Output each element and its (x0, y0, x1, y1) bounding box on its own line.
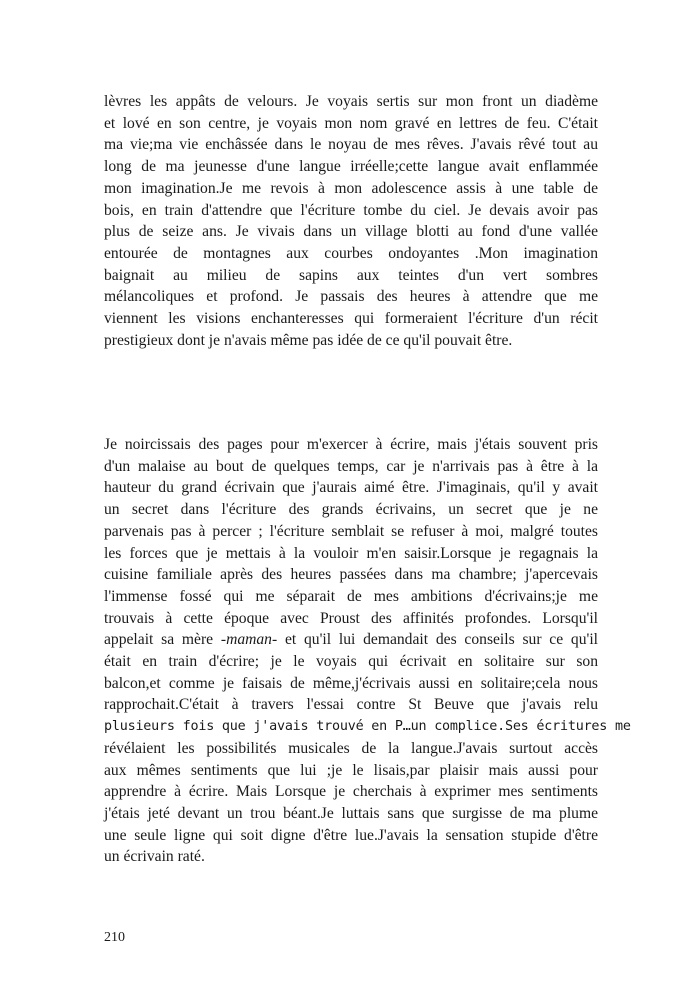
text-line: cuisine familiale après des heures passées dans ma chambre; j'apercevais (104, 566, 598, 584)
text-line: révélaient les possibilités musicales de la langue.J'avais surtout accès (104, 739, 598, 757)
text-line: mon imagination.Je me revois à mon adolescence assis à une table de (104, 179, 598, 197)
text-line: prestigieux dont je n'avais même pas idée de ce qu'il pouvait être. (104, 331, 513, 349)
text-line: long de ma jeunesse d'une langue irréelle;cette langue avait enflammée (104, 158, 598, 176)
text-line-with-italic (104, 629, 598, 651)
italic-word-maman: -maman- (220, 631, 278, 649)
text-line: mélancoliques et profond. Je passais des heures à attendre que me (104, 288, 598, 306)
text-line: d'un malaise au bout de quelques temps, car je n'arrivais pas à être à la (104, 457, 598, 475)
text-line: viennent les visions enchanteresses qui formeraient l'écriture d'un récit (104, 310, 598, 328)
text-line: Je noircissais des pages pour m'exercer à écrire, mais j'étais souvent pris (104, 436, 598, 453)
text-line-monospace: plusieurs fois que j'avais trouvé en P…un complice.Ses écritures me (104, 719, 631, 735)
text-line: ma vie;ma vie enchâssée dans le noyau de mes rêves. J'avais rêvé tout au (104, 136, 598, 154)
text-line: aux mêmes sentiments que lui ;je le lisais,par plaisir mais aussi pour (104, 761, 598, 779)
text-segment: appelait sa mère (104, 631, 221, 649)
paragraph-1 (104, 91, 598, 351)
page-number: 210 (104, 930, 125, 945)
paragraph-2 (104, 434, 631, 868)
text-line: un écrivain raté. (104, 848, 205, 866)
text-line: lèvres les appâts de velours. Je voyais sertis sur mon front un diadème (104, 93, 598, 110)
text-line: parvenais pas à percer ; l'écriture semblait se refuser à moi, malgré toutes (104, 522, 598, 540)
text-line: une seule ligne qui soit digne d'être lue.J'avais la sensation stupide d'être (104, 826, 598, 844)
text-line: l'immense fossé qui me séparait de mes ambitions d'écrivains;je me (104, 587, 598, 605)
text-line: entourée de montagnes aux courbes ondoyantes .Mon imagination (104, 244, 598, 262)
text-line: bois, en train d'attendre que l'écriture tombe du ciel. Je devais avoir pas (104, 201, 598, 219)
text-line: un secret dans l'écriture des grands écrivains, un secret que je ne (104, 501, 598, 519)
text-line: et lové en son centre, je voyais mon nom gravé en lettres de feu. C'était (104, 114, 598, 132)
text-line: balcon,et comme je faisais de même,j'écrivais aussi en solitaire;cela nous (104, 674, 598, 692)
text-line: plus de seize ans. Je vivais dans un village blotti au fond d'une vallée (104, 223, 598, 241)
text-line: apprendre à écrire. Mais Lorsque je cherchais à exprimer mes sentiments (104, 783, 598, 801)
text-segment: et qu'il lui demandait des conseils sur ce qu'il (277, 631, 598, 649)
text-line: j'étais jeté devant un trou béant.Je luttais sans que surgisse de ma plume (104, 804, 598, 822)
text-line: trouvais à cette époque avec Proust des affinités profondes. Lorsqu'il (104, 609, 598, 627)
text-line: hauteur du grand écrivain que j'aurais aimé être. J'imaginais, qu'il y avait (104, 479, 598, 497)
text-line: rapprochait.C'était à travers l'essai contre St Beuve que j'avais relu (104, 696, 598, 714)
text-line: était en train d'écrire; je le voyais qui écrivait en solitaire sur son (104, 653, 598, 671)
text-line: les forces que je mettais à la vouloir m'en saisir.Lorsque je regagnais la (104, 544, 598, 562)
text-line: baignait au milieu de sapins aux teintes d'un vert sombres (104, 266, 598, 284)
